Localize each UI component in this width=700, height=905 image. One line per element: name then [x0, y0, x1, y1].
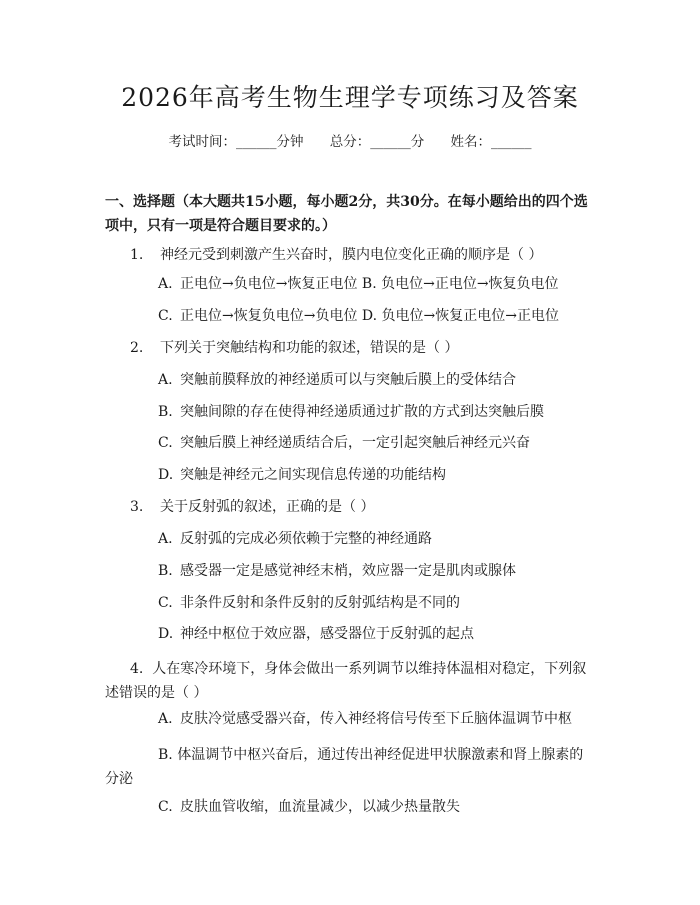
option-letter: C.	[158, 799, 173, 815]
page-title: 2026年高考生物生理学专项练习及答案	[121, 83, 579, 112]
question-1	[130, 244, 542, 266]
question-number: 3.	[130, 499, 144, 515]
option-row	[158, 528, 432, 550]
option-row	[158, 464, 446, 486]
question-2	[130, 337, 458, 359]
option-letter: A.	[158, 276, 173, 292]
question-stem: 人在寒冷环境下，身体会做出一系列调节以维持体温相对稳定，下列叙述错误的是（ ）	[105, 661, 587, 701]
option-letter: A.	[158, 372, 173, 388]
option-text: 体温调节中枢兴奋后，通过传出神经促进甲状腺激素和肾上腺素的分泌	[105, 747, 584, 787]
option-text: 正电位→负电位→恢复正电位 B. 负电位→正电位→恢复负电位	[180, 276, 559, 292]
total-score-field: 总分：______分	[329, 134, 425, 150]
option-row	[158, 305, 559, 327]
option-letter: B.	[158, 747, 173, 763]
option-letter: C.	[158, 595, 173, 611]
option-row	[158, 560, 516, 582]
question-stem: 关于反射弧的叙述，正确的是（ ）	[160, 499, 375, 515]
question-4	[105, 657, 595, 705]
option-text: 皮肤冷觉感受器兴奋，传入神经将信号传至下丘脑体温调节中枢	[180, 711, 572, 727]
question-stem: 神经元受到刺激产生兴奋时，膜内电位变化正确的顺序是（ ）	[160, 247, 543, 263]
question-3	[130, 496, 374, 518]
option-letter: D.	[158, 467, 174, 483]
option-row	[158, 369, 516, 391]
option-row	[158, 796, 460, 818]
section-heading: 一、选择题（本大题共15小题，每小题2分，共30分。在每小题给出的四个选项中，只有一项是符合题目要求的。）	[105, 194, 588, 234]
option-letter: C.	[158, 435, 173, 451]
question-number: 2.	[130, 340, 144, 356]
option-text: 皮肤血管收缩，血流量减少，以减少热量散失	[180, 799, 460, 815]
option-text: 非条件反射和条件反射的反射弧结构是不同的	[180, 595, 460, 611]
option-text: 反射弧的完成必须依赖于完整的神经通路	[180, 531, 432, 547]
option-letter: B.	[158, 563, 173, 579]
option-text: 突触前膜释放的神经递质可以与突触后膜上的受体结合	[180, 372, 516, 388]
option-row	[158, 708, 572, 730]
option-text: 突触间隙的存在使得神经递质通过扩散的方式到达突触后膜	[180, 404, 544, 420]
question-stem: 下列关于突触结构和功能的叙述，错误的是（ ）	[160, 340, 459, 356]
option-text: 正电位→恢复负电位→负电位 D. 负电位→恢复正电位→正电位	[180, 308, 559, 324]
option-row	[158, 273, 559, 295]
option-row	[158, 623, 474, 645]
option-text: 神经中枢位于效应器，感受器位于反射弧的起点	[180, 626, 474, 642]
question-number: 4.	[130, 661, 144, 677]
option-row	[105, 743, 595, 791]
option-letter: D.	[158, 626, 174, 642]
option-row	[158, 592, 460, 614]
exam-time-field: 考试时间：______分钟	[168, 134, 304, 150]
student-name-field: 姓名：______	[450, 134, 532, 150]
question-number: 1.	[130, 247, 144, 263]
option-letter: A.	[158, 531, 173, 547]
option-text: 感受器一定是感觉神经末梢，效应器一定是肌肉或腺体	[180, 563, 516, 579]
exam-info-line	[0, 133, 700, 151]
option-row	[158, 401, 544, 423]
option-text: 突触后膜上神经递质结合后，一定引起突触后神经元兴奋	[180, 435, 530, 451]
option-letter: C.	[158, 308, 173, 324]
option-text: 突触是神经元之间实现信息传递的功能结构	[180, 467, 446, 483]
option-letter: A.	[158, 711, 173, 727]
option-letter: B.	[158, 404, 173, 420]
option-row	[158, 432, 530, 454]
